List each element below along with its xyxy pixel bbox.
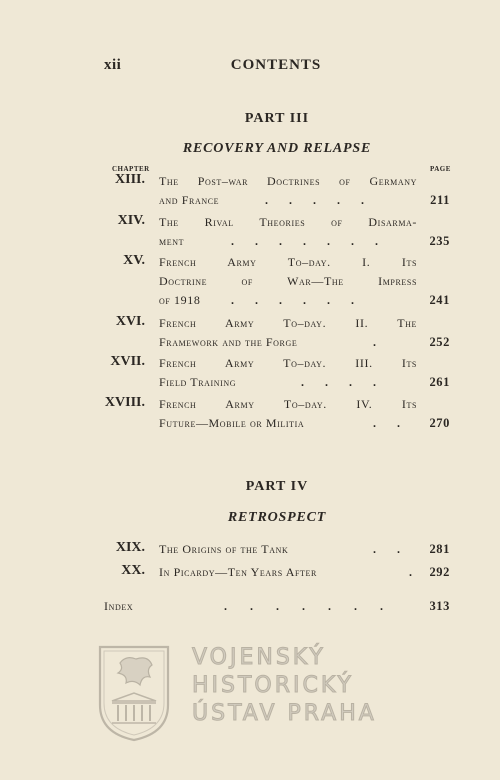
dot-leader: . . . . . .: [231, 293, 363, 307]
stamp-text-line: ÚSTAV PRAHA: [192, 701, 377, 726]
page-ref: 313: [429, 599, 450, 613]
stamp-text-line: VOJENSKÝ: [192, 645, 326, 670]
chapter-title-line: French Army To–day. IV. Its: [159, 397, 417, 411]
dot-leader: . .: [373, 542, 409, 556]
page-ref: 235: [429, 234, 450, 248]
chapter-number: XIV.: [117, 213, 145, 228]
part-subtitle: RECOVERY AND RELAPSE: [182, 141, 372, 156]
page-ref: 281: [429, 542, 450, 556]
chapter-title-line: Field Training: [159, 375, 237, 389]
chapter-number: XVIII.: [104, 395, 145, 410]
dot-leader: .: [373, 335, 385, 349]
chapter-number: XV.: [123, 253, 145, 268]
chapter-number: XIX.: [115, 540, 145, 555]
chapter-column-label: CHAPTER: [112, 165, 150, 173]
chapter-title-line: Framework and the Forge: [159, 335, 298, 349]
page-ref: 211: [430, 193, 450, 207]
chapter-title-line: French Army To–day. III. Its: [159, 356, 417, 370]
chapter-title-line: Future—Mobile or Militia: [159, 416, 305, 430]
index-label: Index: [104, 599, 134, 613]
page-ref: 252: [429, 335, 450, 349]
part-subtitle: RETROSPECT: [227, 510, 327, 525]
chapter-title-line: Doctrine of War—The Impress: [159, 274, 417, 288]
chapter-number: XIII.: [115, 172, 145, 187]
dot-leader: . .: [373, 416, 409, 430]
chapter-title-line: The Post–war Doctrines of Germany: [159, 174, 417, 188]
page-title: CONTENTS: [230, 57, 322, 73]
dot-leader: . . . . . . .: [224, 599, 393, 613]
chapter-number: XX.: [121, 563, 145, 578]
chapter-title-line: and France: [159, 193, 220, 207]
chapter-title-line: French Army To–day. I. Its: [159, 255, 417, 269]
page-ref: 292: [429, 565, 450, 579]
toc-entry-index[interactable]: [104, 597, 450, 615]
part-heading: PART III: [244, 111, 310, 126]
chapter-title-line: In Picardy—Ten Years After: [159, 565, 317, 579]
page-number: xii: [104, 57, 122, 73]
dot-leader: .: [409, 565, 421, 579]
chapter-number: XVI.: [115, 314, 145, 329]
chapter-title-line: The Origins of the Tank: [159, 542, 289, 556]
page-ref: 270: [429, 416, 450, 430]
chapter-title-line: ment: [159, 234, 185, 248]
page-ref: 261: [429, 375, 450, 389]
page-column-label: PAGE: [430, 165, 451, 173]
library-stamp-crest-icon: [96, 643, 172, 743]
chapter-title-line: of 1918: [159, 293, 201, 307]
dot-leader: . . . . . . .: [231, 234, 387, 248]
part-heading: PART IV: [245, 479, 309, 494]
chapter-title-line: French Army To–day. II. The: [159, 316, 417, 330]
dot-leader: . . . . .: [265, 193, 373, 207]
dot-leader: . . . .: [301, 375, 385, 389]
stamp-text-line: HISTORICKÝ: [192, 673, 354, 698]
chapter-number: XVII.: [110, 354, 145, 369]
chapter-title-line: The Rival Theories of Disarma-: [159, 215, 417, 229]
page-ref: 241: [429, 293, 450, 307]
